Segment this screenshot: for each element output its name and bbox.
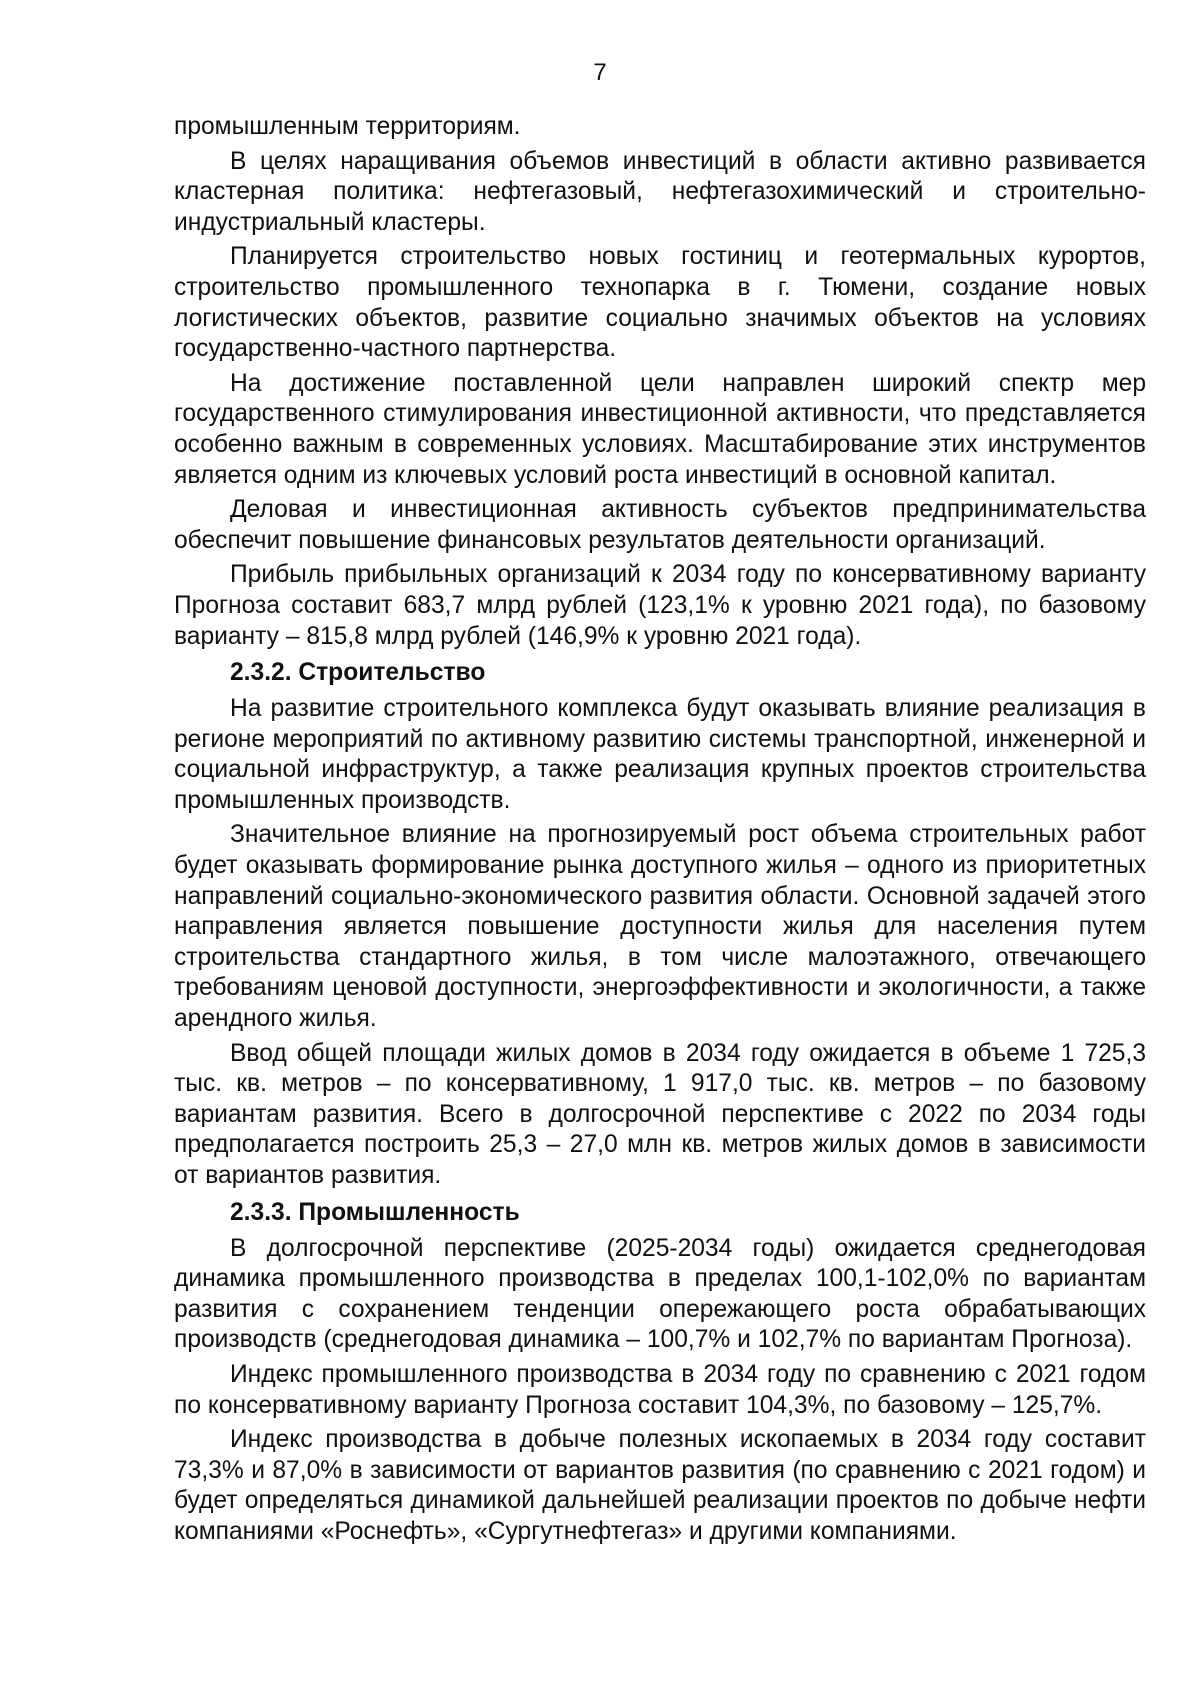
page-number: 7: [593, 59, 607, 86]
paragraph: Прибыль прибыльных организаций к 2034 году по консервативному варианту Прогноза составит 683,7 млрд рублей (123,1% к уровню 2021 года), по базовому варианту – 815,8 млрд рублей (146,9% к уровню 2021 года).: [174, 561, 1146, 650]
paragraph: В долгосрочной перспективе (2025-2034 годы) ожидается среднегодовая динамика промышленного производства в пределах 100,1-102,0% по вариантам развития с сохранением тенденции опережающего роста обрабатывающих производств (среднегодовая динамика – 100,7% и 102,7% по вариантам Прогноза).: [174, 1234, 1146, 1354]
paragraph: Индекс производства в добыче полезных ископаемых в 2034 году составит 73,3% и 87,0% в зависимости от вариантов развития (по сравнению с 2021 годом) и будет определяться динамикой дальнейшей реализации проектов по добыче нефти компаниями «Роснефть», «Сургутнефтегаз» и другими компаниями.: [174, 1426, 1146, 1545]
paragraph: Индекс промышленного производства в 2034 году по сравнению с 2021 годом по консервативному варианту Прогноза составит 104,3%, по базовому – 125,7%.: [174, 1360, 1146, 1419]
section-heading: 2.3.3. Промышленность: [230, 1198, 520, 1226]
document-body: [174, 112, 1146, 1548]
paragraph: промышленным территориям.: [174, 113, 521, 140]
paragraph: В целях наращивания объемов инвестиций в области активно развивается кластерная политика: нефтегазовый, нефтегазохимический и строительно-индустриальный кластеры.: [174, 147, 1146, 236]
section-heading: 2.3.2. Строительство: [230, 659, 486, 687]
paragraph: На достижение поставленной цели направлен широкий спектр мер государственного стимулирования инвестиционной активности, что представляется особенно важным в современных условиях. Масштабирование этих инструментов является одним из ключевых условий роста инвестиций в основной капитал.: [174, 369, 1146, 489]
paragraph: Значительное влияние на прогнозируемый рост объема строительных работ будет оказывать формирование рынка доступного жилья – одного из приоритетных направлений социально-экономического развития области. Основной задачей этого направления является повышение доступности жилья для населения путем строительства стандартного жилья, в том числе малоэтажного, отвечающего требованиям ценовой доступности, энергоэффективности и экологичности, а также арендного жилья.: [174, 821, 1146, 1033]
paragraph: Ввод общей площади жилых домов в 2034 году ожидается в объеме 1 725,3 тыс. кв. метров – по консервативному, 1 917,0 тыс. кв. метров – по базовому вариантам развития. Всего в долгосрочной перспективе с 2022 по 2034 годы предполагается построить 25,3 – 27,0 млн кв. метров жилых домов в зависимости от вариантов развития.: [174, 1039, 1146, 1189]
paragraph: Планируется строительство новых гостиниц и геотермальных курортов, строительство промышленного технопарка в г. Тюмени, создание новых логистических объектов, развитие социально значимых объектов на условиях государственно-частного партнерства.: [174, 243, 1146, 363]
paragraph: Деловая и инвестиционная активность субъектов предпринимательства обеспечит повышение финансовых результатов деятельности организаций.: [174, 496, 1146, 554]
paragraph: На развитие строительного комплекса будут оказывать влияние реализация в регионе мероприятий по активному развитию системы транспортной, инженерной и социальной инфраструктур, а также реализация крупных проектов строительства промышленных производств.: [174, 695, 1146, 814]
